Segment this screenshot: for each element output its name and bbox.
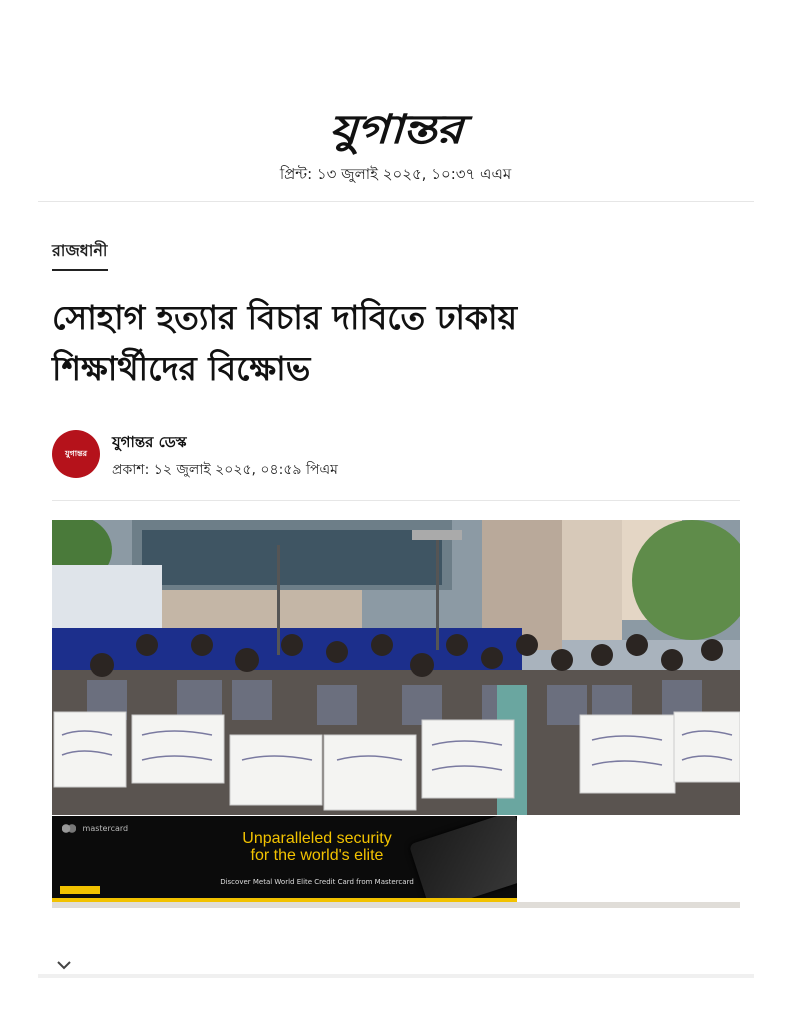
divider	[52, 500, 740, 501]
article-headline	[52, 292, 672, 394]
headline-line-1: সোহাগ হত্যার বিচার দাবিতে ঢাকায়	[52, 298, 518, 337]
print-date: প্রিন্ট: ১৩ জুলাই ২০২৫, ১০:৩৭ এএম	[279, 165, 512, 183]
avatar-label: যুগান্তর	[64, 448, 88, 458]
advertisement[interactable]	[52, 816, 517, 902]
bottom-divider	[38, 974, 754, 978]
author-avatar	[52, 430, 100, 478]
ad-partner-logo	[60, 886, 100, 894]
ad-headline	[202, 830, 432, 864]
ad-brand	[62, 824, 128, 833]
ad-headline-line-1: Unparalleled security	[242, 830, 392, 847]
category-link[interactable]: রাজধানী	[52, 238, 108, 271]
site-logo[interactable]: যুগান্তর	[328, 106, 463, 153]
ad-headline-line-2: for the world's elite	[250, 847, 384, 864]
headline-line-2: শিক্ষার্থীদের বিক্ষোভ	[52, 349, 311, 388]
credit-card-image	[409, 816, 517, 902]
author-name[interactable]: যুগান্তর ডেস্ক	[112, 433, 187, 451]
ad-strip	[52, 902, 740, 908]
ad-footer: Discover Metal World Elite Credit Card from Mastercard	[220, 878, 414, 886]
divider	[38, 201, 754, 202]
chevron-down-icon[interactable]	[54, 955, 74, 975]
masthead	[0, 104, 791, 156]
article-photo	[52, 520, 740, 815]
ad-brand-name: mastercard	[82, 824, 129, 833]
published-date: প্রকাশ: ১২ জুলাই ২০২৫, ০৪:৫৯ পিএম	[112, 462, 338, 478]
mastercard-logo-icon	[62, 824, 76, 833]
